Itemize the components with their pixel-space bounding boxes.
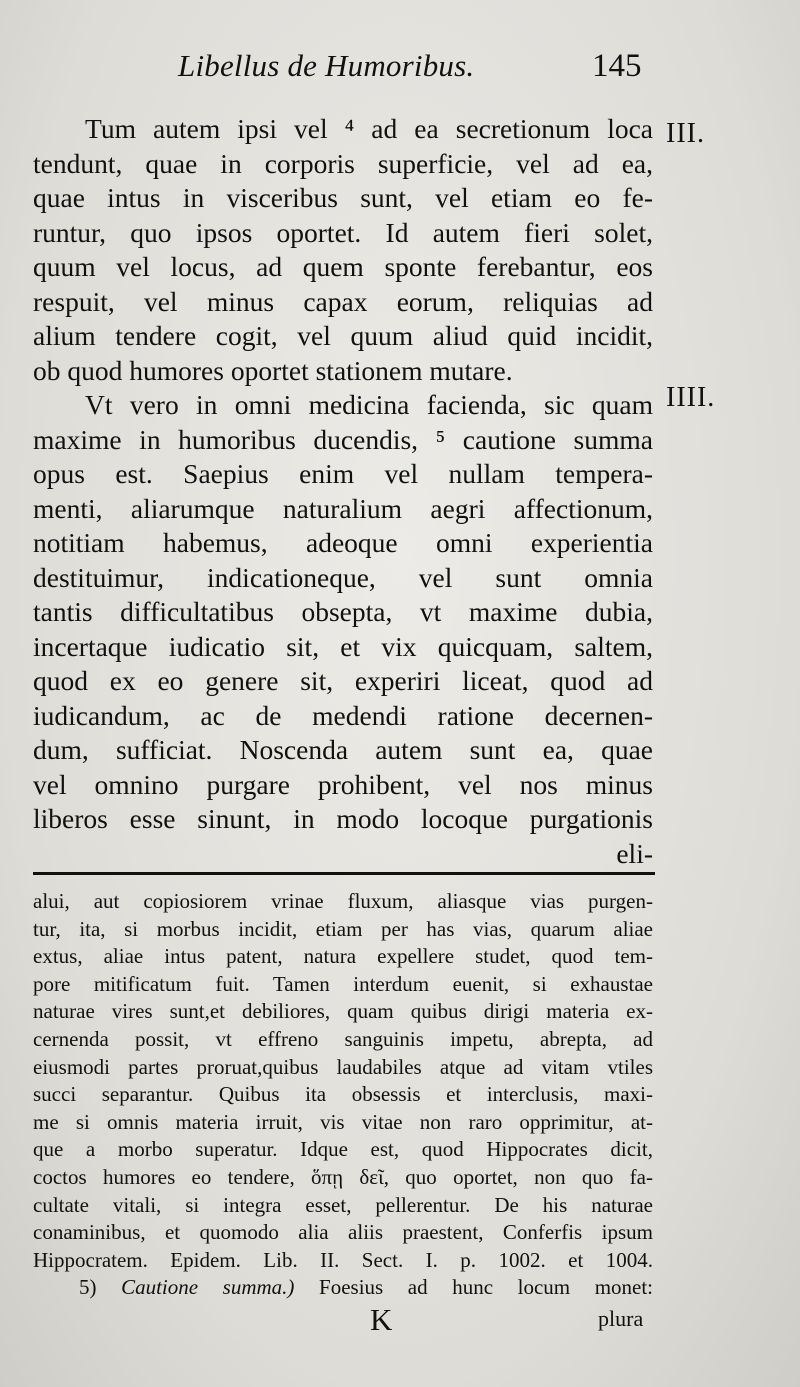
text-line: liberos esse sinunt, in modo locoque purgationis	[33, 803, 653, 834]
text-line: opus est. Saepius enim vel nullam tempera-	[33, 458, 653, 489]
paragraph-1	[33, 112, 653, 388]
footnote-line: coctos humores eo tendere, ὅπῃ δεῖ, quo oportet, non quo fa-	[33, 1164, 653, 1189]
text-line: menti, aliarumque naturalium aegri affectionum,	[33, 492, 653, 524]
main-text	[33, 112, 653, 871]
footnotes	[33, 888, 653, 1302]
text-line: Tum autem ipsi vel ⁴ ad ea secretionum loca	[85, 113, 653, 144]
text-line: respuit, vel minus capax eorum, reliquias ad	[33, 285, 653, 317]
footnote-line: cernenda possit, vt effreno sanguinis impetu, abrepta, ad	[33, 1026, 653, 1051]
text-line: quod ex eo genere sit, experiri liceat, quod ad	[33, 665, 653, 696]
footnote-lemma: Cautione summa.)	[121, 1275, 295, 1300]
footnote-line: conaminibus, et quomodo alia aliis praestent, Conferfis ipsum	[33, 1220, 653, 1245]
text-line: maxime in humoribus ducendis, ⁵ cautione summa	[33, 423, 653, 455]
footnote-line: me si omnis materia irruit, vis vitae non raro opprimitur, at-	[33, 1109, 653, 1134]
footnote-line: naturae vires sunt,et debiliores, quam quibus dirigi materia ex-	[33, 999, 653, 1024]
catch-line: eli-	[616, 837, 653, 869]
text-line: destituimur, indicationeque, vel sunt omnia	[33, 561, 653, 593]
footnote-line: extus, aliae intus patent, natura expellere studet, quod tem-	[33, 944, 653, 969]
text-line: Vt vero in omni medicina facienda, sic quam	[85, 389, 653, 420]
text-line: quum vel locus, ad quem sponte ferebantur, eos	[33, 251, 653, 282]
margin-numeral-4: IIII.	[666, 382, 716, 413]
signature-mark: K	[370, 1302, 393, 1337]
footnote-line: pore mitificatum fuit. Tamen interdum euenit, si exhaustae	[33, 971, 653, 996]
footnote-line: succi separantur. Quibus ita obsessis et interclusis, maxi-	[33, 1082, 653, 1107]
text-line: notitiam habemus, adeoque omni experientia	[33, 527, 653, 558]
footnote-line: que a morbo superatur. Idque est, quod Hippocrates dicit,	[33, 1137, 653, 1162]
paragraph-2	[33, 388, 653, 871]
footnote-5	[33, 1274, 653, 1302]
footnote-text: Foesius ad hunc locum monet:	[319, 1275, 654, 1300]
text-line: tantis difficultatibus obsepta, vt maxime dubia,	[33, 596, 653, 627]
footnote-line: eiusmodi partes proruat,quibus laudabiles atque ad vitam vtiles	[33, 1054, 653, 1079]
running-title: Libellus de Humoribus.	[178, 48, 475, 83]
text-line: alium tendere cogit, vel quum aliud quid incidit,	[33, 320, 653, 351]
page-footer	[0, 1302, 800, 1342]
footnote-rule	[33, 872, 655, 875]
footnote-line: tur, ita, si morbus incidit, etiam per has vias, quarum aliae	[33, 916, 653, 941]
text-line: vel omnino purgare prohibent, vel nos minus	[33, 768, 653, 800]
page-number: 145	[592, 48, 642, 84]
text-line: runtur, quo ipsos oportet. Id autem fieri solet,	[33, 216, 653, 248]
text-line: dum, sufficiat. Noscenda autem sunt ea, quae	[33, 734, 653, 765]
margin-numeral-3: III.	[666, 118, 705, 149]
text-line: iudicandum, ac de medendi ratione decernen-	[33, 699, 653, 731]
page-header	[0, 48, 800, 98]
text-line: incertaque iudicatio sit, et vix quicquam, saltem,	[33, 630, 653, 662]
text-line: quae intus in visceribus sunt, vel etiam eo fe-	[33, 182, 653, 213]
footnote-line: Hippocratem. Epidem. Lib. II. Sect. I. p. 1002. et 1004.	[33, 1247, 653, 1272]
text-line: tendunt, quae in corporis superficie, vel ad ea,	[33, 147, 653, 179]
footnote-marker: 5)	[79, 1275, 97, 1300]
footnote-line: alui, aut copiosiorem vrinae fluxum, aliasque vias purgen-	[33, 889, 653, 913]
catchword: plura	[598, 1306, 644, 1331]
text-line: ob quod humores oportet stationem mutare.	[33, 354, 513, 386]
footnote-line: cultate vitali, si integra esset, pellerentur. De his naturae	[33, 1192, 653, 1217]
